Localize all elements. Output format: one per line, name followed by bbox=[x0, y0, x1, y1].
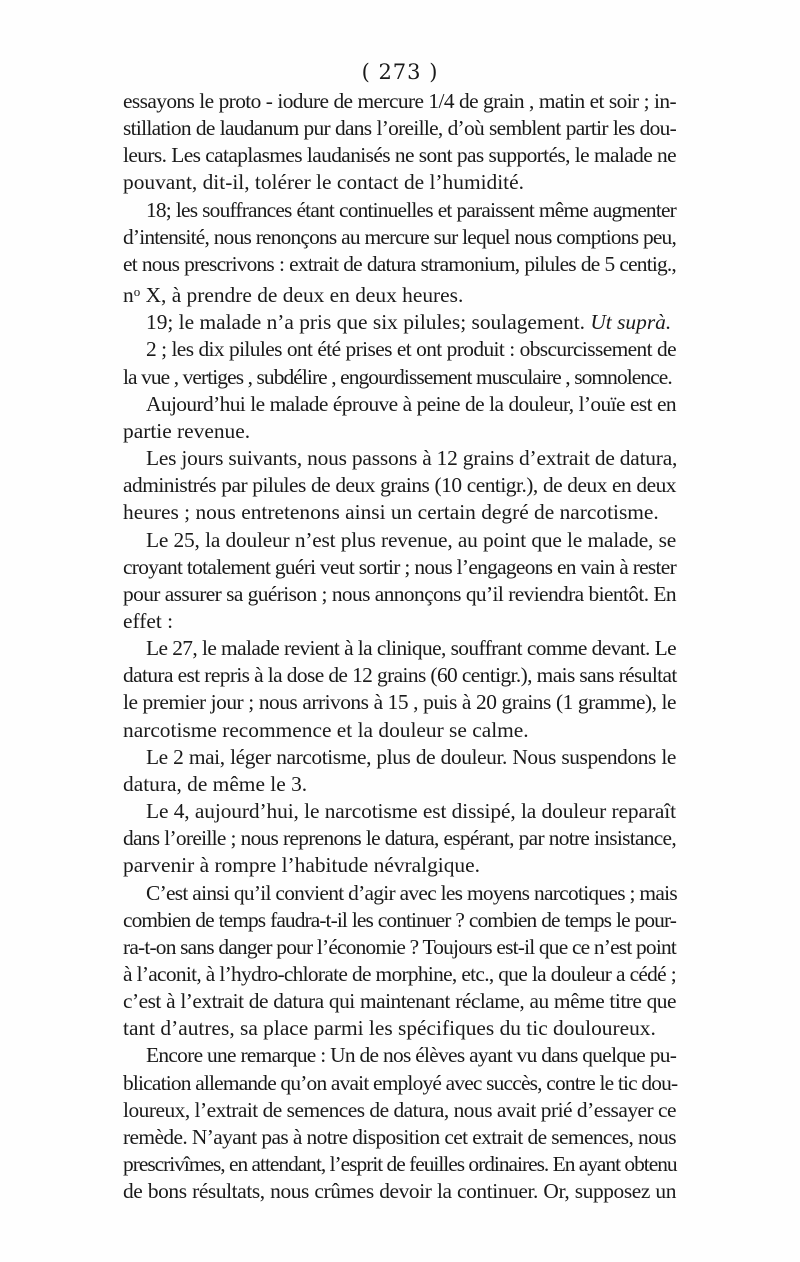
text-line: effet : bbox=[123, 608, 174, 633]
paragraph bbox=[123, 635, 676, 744]
numero-superscript: o bbox=[133, 284, 141, 300]
text-line: remède. N’ayant pas à notre disposition cet extrait de semences, nous bbox=[123, 1124, 676, 1149]
text-line: Le 2 mai, léger narcotisme, plus de douleur. Nous suspendons le bbox=[146, 744, 676, 769]
text-line: datura, de même le 3. bbox=[123, 771, 308, 796]
text-line: et nous prescrivons : extrait de datura stramonium, pilules de 5 centig., bbox=[123, 251, 676, 276]
text-line: c’est à l’extrait de datura qui maintenant réclame, au même titre que bbox=[123, 989, 676, 1014]
text-line: prescrivîmes, en attendant, l’esprit de feuilles ordinaires. En ayant obtenu bbox=[123, 1152, 677, 1177]
text-line: 18; les souffrances étant continuelles et paraissent même augmenter bbox=[146, 197, 676, 222]
text-line: Le 25, la douleur n’est plus revenue, au point que le malade, se bbox=[146, 527, 676, 552]
text-line: narcotisme recommence et la douleur se calme. bbox=[123, 717, 529, 742]
italic-phrase: Ut suprà. bbox=[590, 310, 672, 335]
text-line: Le 4, aujourd’hui, le narcotisme est dissipé, la douleur reparaît bbox=[146, 799, 676, 824]
text-line: le premier jour ; nous arrivons à 15 , puis à 20 grains (1 gramme), le bbox=[123, 690, 676, 715]
paragraph bbox=[123, 1042, 676, 1205]
text-line: combien de temps faudra-t-il les continuer ? combien de temps le pour- bbox=[123, 907, 676, 932]
paragraph bbox=[123, 880, 676, 1043]
page-number: ( 273 ) bbox=[361, 60, 439, 84]
text-line: blication allemande qu’on avait employé avec succès, contre le tic dou- bbox=[123, 1070, 678, 1095]
text-line: la vue , vertiges , subdélire , engourdissement musculaire , somnolence. bbox=[123, 364, 672, 389]
paragraph bbox=[123, 309, 676, 336]
text-fragment: X, à prendre de deux en deux heures. bbox=[145, 283, 464, 308]
text-line: à l’aconit, à l’hydro-chlorate de morphine, etc., que la douleur a cédé ; bbox=[123, 962, 676, 986]
text-line: datura est repris à la dose de 12 grains (60 centigr.), mais sans résultat bbox=[123, 663, 677, 688]
paragraph bbox=[123, 197, 676, 310]
text-line: essayons le proto - iodure de mercure 1/4 de grain , matin et soir ; in- bbox=[123, 89, 676, 113]
text-line: de bons résultats, nous crûmes devoir la continuer. Or, supposez un bbox=[123, 1179, 676, 1204]
text-line: heures ; nous entretenons ainsi un certain degré de narcotisme. bbox=[123, 500, 659, 525]
text-fragment: 19; le malade n’a pris que six pilules; soulagement. bbox=[146, 310, 585, 335]
text-line: pour assurer sa guérison ; nous annonçons qu’il reviendra bientôt. En bbox=[123, 581, 676, 606]
text-line: ra-t-on sans danger pour l’économie ? Toujours est-il que ce n’est point bbox=[123, 934, 676, 959]
text-line: Les jours suivants, nous passons à 12 grains d’extrait de datura, bbox=[146, 446, 678, 471]
paragraph bbox=[123, 445, 676, 526]
text-line: administrés par pilules de deux grains (10 centigr.), de deux en deux bbox=[123, 473, 676, 498]
text-line bbox=[123, 278, 676, 309]
text-line: C’est ainsi qu’il convient d’agir avec les moyens narcotiques ; mais bbox=[146, 880, 677, 905]
text-line: partie revenue. bbox=[123, 418, 251, 443]
paragraph bbox=[123, 336, 676, 390]
body-text bbox=[123, 88, 676, 1205]
text-line: pouvant, dit-il, tolérer le contact de l’humidité. bbox=[123, 170, 524, 195]
text-line: loureux, l’extrait de semences de datura, nous avait prié d’essayer ce bbox=[123, 1097, 676, 1122]
text-line: Le 27, le malade revient à la clinique, souffrant comme devant. Le bbox=[146, 636, 676, 661]
text-line: croyant totalement guéri veut sortir ; nous l’engageons en vain à rester bbox=[123, 554, 676, 579]
text-line: tant d’autres, sa place parmi les spécifiques du tic douloureux. bbox=[123, 1016, 656, 1041]
paragraph bbox=[123, 88, 676, 197]
numero-abbrev: n bbox=[123, 283, 134, 308]
paragraph bbox=[123, 391, 676, 445]
paragraph bbox=[123, 527, 676, 636]
paragraph bbox=[123, 798, 676, 879]
text-line: d’intensité, nous renonçons au mercure sur lequel nous comptions peu, bbox=[123, 224, 676, 249]
text-line: parvenir à rompre l’habitude névralgique. bbox=[123, 853, 480, 878]
text-line: stillation de laudanum pur dans l’oreille, d’où semblent partir les dou- bbox=[123, 116, 676, 141]
text-line bbox=[123, 309, 676, 336]
text-line: Aujourd’hui le malade éprouve à peine de la douleur, l’ouïe est en bbox=[146, 391, 676, 416]
text-line: leurs. Les cataplasmes laudanisés ne sont pas supportés, le malade ne bbox=[123, 143, 676, 168]
paragraph bbox=[123, 744, 676, 798]
text-line: 2 ; les dix pilules ont été prises et ont produit : obscurcissement de bbox=[146, 337, 676, 362]
text-line: dans l’oreille ; nous reprenons le datura, espérant, par notre insistance, bbox=[123, 826, 676, 851]
text-line: Encore une remarque : Un de nos élèves ayant vu dans quelque pu- bbox=[146, 1043, 677, 1068]
